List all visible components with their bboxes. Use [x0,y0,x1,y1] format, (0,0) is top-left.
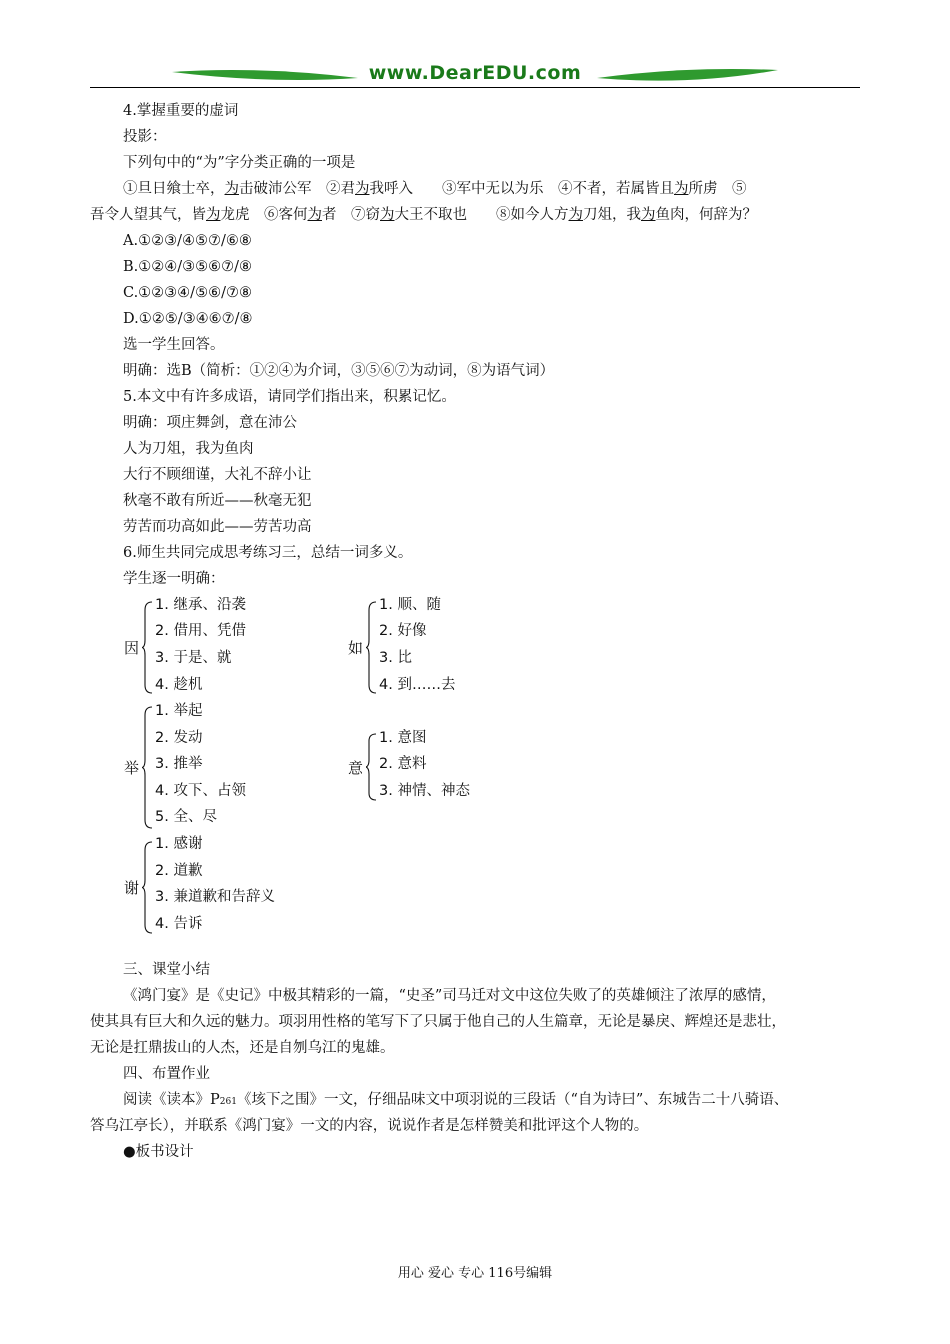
text-line: 4.掌握重要的虚词 [123,103,239,119]
meaning-item: 2. 发动 [155,730,203,746]
meaning-item: 3. 神情、神态 [379,783,470,799]
page-footer: 用心 爱心 专心 116号编辑 [397,1266,553,1281]
brace-icon [142,600,154,695]
meaning-item: 2. 好像 [379,623,427,639]
text-line: 秋毫不敢有所近——秋毫无犯 [123,493,312,509]
text-line: ①旦日飨士卒，为击破沛公军 ②君为我呼入 ③军中无以为乐 ④不者，若属皆且为所虏 ⑤ [123,181,747,197]
text-line: 下列句中的“为”字分类正确的一项是 [123,155,356,171]
group-character: 如 [348,639,364,657]
page-header [90,60,860,90]
text-line: 投影： [123,129,167,145]
text-span: 《垓下之围》一文，仔细品味文中项羽说的三段话（“自为诗曰”、东城告二十八骑语、 [236,1092,789,1108]
text-line: 选一学生回答。 [123,337,225,353]
text-line: A.①②③/④⑤⑦/⑥⑧ [123,233,252,249]
meaning-item: 3. 推举 [155,756,203,772]
text-line: 6.师生共同完成思考练习三，总结一词多义。 [123,545,413,561]
meaning-item: 1. 意图 [379,730,427,746]
text-line: B.①②④/③⑤⑥⑦/⑧ [123,259,253,275]
section-title: 三、课堂小结 [123,962,210,978]
meaning-item: 2. 道歉 [155,863,203,879]
text-line: 大行不顾细谨，大礼不辞小让 [123,467,312,483]
meaning-item: 4. 趁机 [155,677,203,693]
meaning-item: 3. 兼道歉和告辞义 [155,889,275,905]
brace-icon [366,732,378,802]
meaning-item: 4. 告诉 [155,916,203,932]
paragraph-line: 使其具有巨大和久远的魅力。项羽用性格的笔写下了只属于他自己的人生篇章，无论是暴戾、辉煌还是悲壮， [90,1014,786,1030]
brace-icon [142,840,154,935]
meaning-item: 5. 全、尽 [155,809,217,825]
paragraph-line: 答乌江亭长），并联系《鸿门宴》一文的内容，说说作者是怎样赞美和批评这个人物的。 [90,1118,649,1134]
text-span: 阅读《读本》P [123,1092,220,1108]
text-line: 5.本文中有许多成语，请同学们指出来，积累记忆。 [123,389,456,405]
header-rule [90,87,860,88]
text-line: D.①②⑤/③④⑥⑦/⑧ [123,311,253,327]
meaning-item: 3. 比 [379,650,412,666]
meaning-item: 1. 继承、沿袭 [155,597,246,613]
page-subscript: 261 [219,1097,237,1107]
brace-icon [366,600,378,695]
paragraph-line [123,1093,788,1108]
text-line: 明确：选B（简析：①②④为介词，③⑤⑥⑦为动词，⑧为语气词） [123,363,555,379]
meaning-item: 3. 于是、就 [155,650,232,666]
section-title: 四、布置作业 [123,1066,210,1082]
text-line: 学生逐一明确： [123,571,225,587]
board-design-heading: ●板书设计 [123,1144,194,1160]
group-character: 谢 [124,879,140,897]
group-character: 因 [124,639,140,657]
text-line: 人为刀俎，我为鱼肉 [123,441,254,457]
paragraph-line: 无论是扛鼎拔山的人杰，还是自刎乌江的鬼雄。 [90,1040,395,1056]
site-logo: www.DearEDU.com [368,62,582,84]
group-character: 意 [348,759,364,777]
meaning-item: 1. 举起 [155,703,203,719]
meaning-item: 4. 到……去 [379,677,456,693]
text-line: 明确：项庄舞剑，意在沛公 [123,415,297,431]
text-line: C.①②③④/⑤⑥/⑦⑧ [123,285,252,301]
group-character: 举 [124,759,140,777]
brace-icon [142,705,154,830]
meaning-item: 1. 顺、随 [379,597,441,613]
meaning-item: 2. 借用、凭借 [155,623,246,639]
meaning-item: 4. 攻下、占领 [155,783,246,799]
meaning-item: 1. 感谢 [155,836,203,852]
paragraph-line: 《鸿门宴》是《史记》中极其精彩的一篇，“史圣”司马迁对文中这位失败了的英雄倾注了浓厚的感情， [123,988,776,1004]
meaning-item: 2. 意料 [379,756,427,772]
text-line: 吾令人望其气，皆为龙虎 ⑥客何为者 ⑦窃为大王不取也 ⑧如今人方为刀俎，我为鱼肉，何辞为？ [90,207,757,223]
text-line: 劳苦而功高如此——劳苦功高 [123,519,312,535]
